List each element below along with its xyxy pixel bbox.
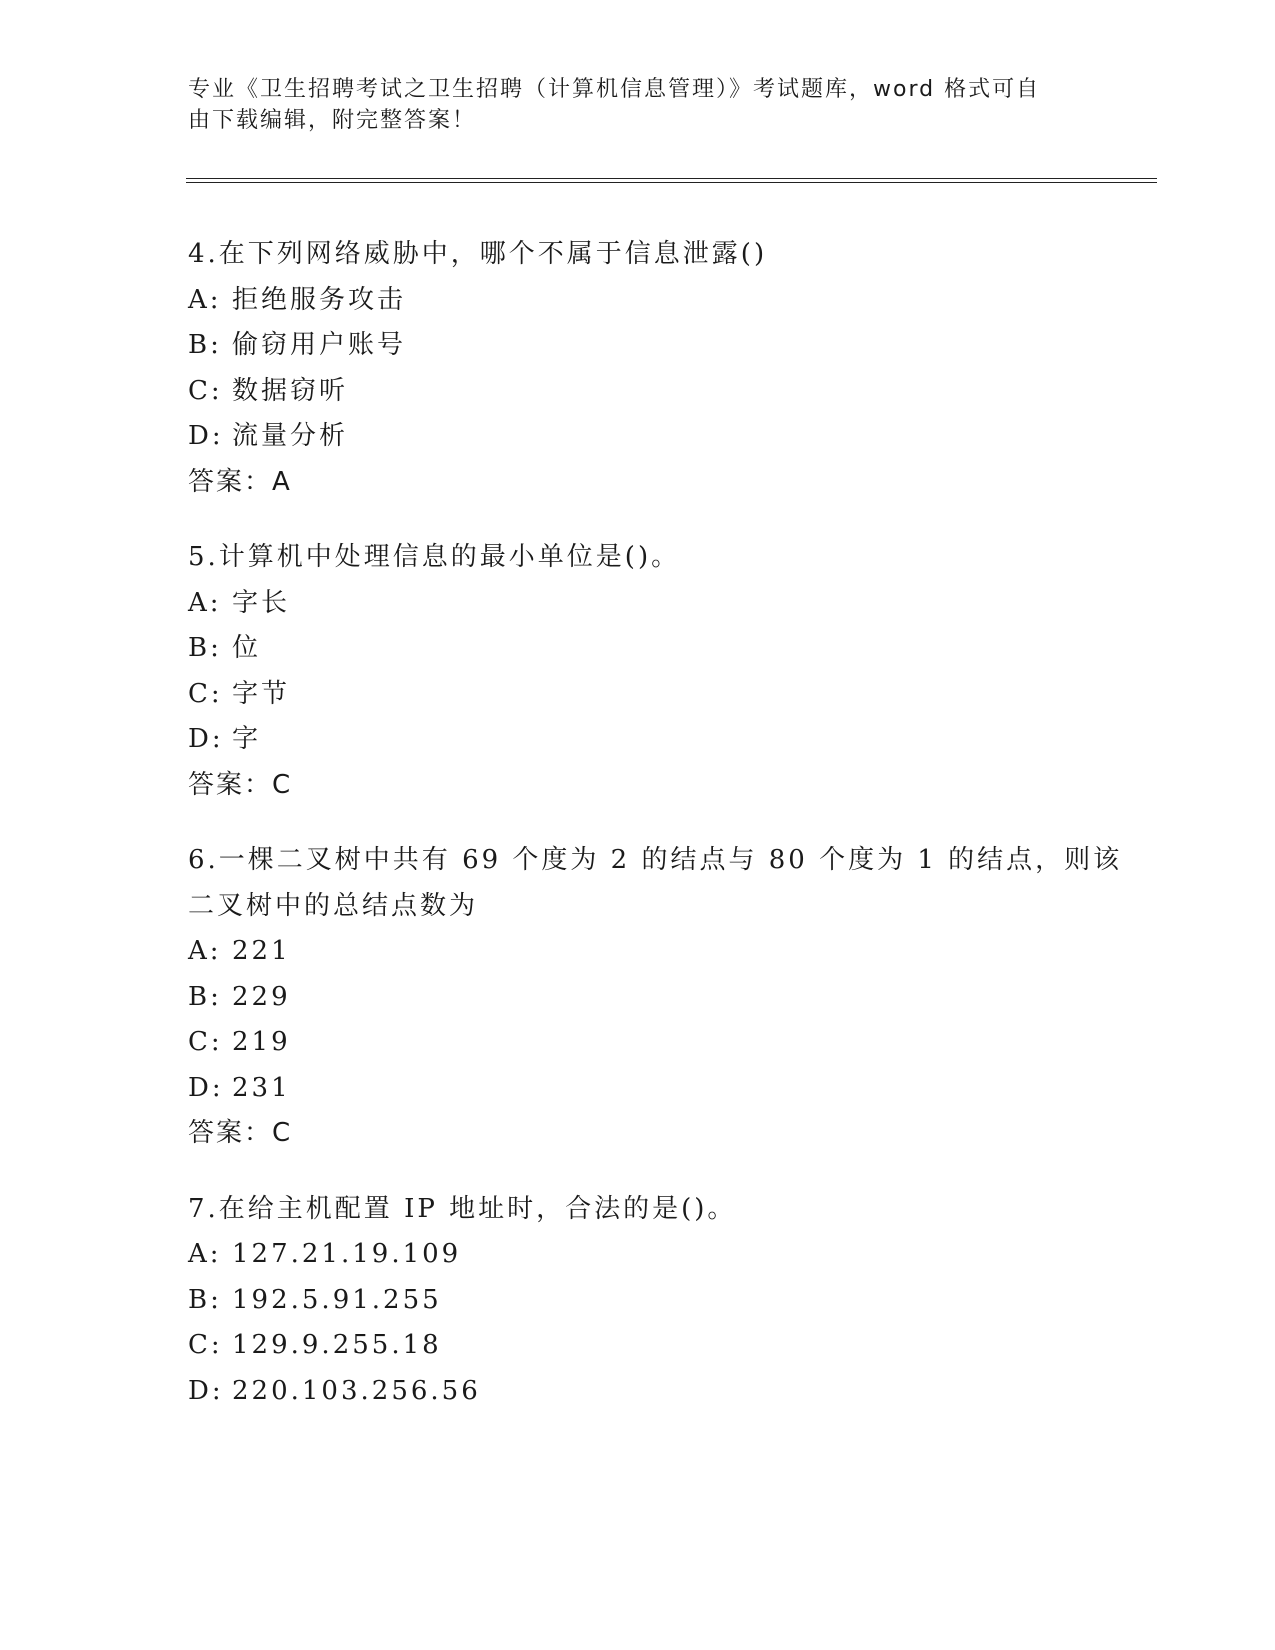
question-stem: 4.在下列网络威胁中，哪个不属于信息泄露() — [188, 239, 768, 269]
option-key: A: — [188, 936, 222, 966]
option-key: C: — [188, 678, 223, 709]
option-key: A: — [188, 1239, 222, 1269]
option-key: D: — [188, 421, 224, 451]
question-5 — [188, 535, 1088, 808]
option-text: 流量分析 — [232, 421, 349, 451]
option-text: 字长 — [232, 587, 291, 618]
header-line-1: 专业《卫生招聘考试之卫生招聘（计算机信息管理）》考试题库，word 格式可自 — [188, 77, 1041, 102]
option-key: C: — [188, 1330, 223, 1360]
option-text: 219 — [232, 1027, 291, 1057]
answer-line: 答案：C — [188, 769, 293, 800]
answer-line: 答案：C — [188, 1118, 293, 1148]
option-text: 数据窃听 — [232, 375, 349, 406]
option-key: B: — [188, 330, 222, 360]
option-text: 偷窃用户账号 — [232, 330, 407, 360]
header-double-rule — [186, 178, 1157, 183]
option-d — [188, 1066, 1088, 1112]
option-a — [188, 929, 1088, 975]
option-text: 220.103.256.56 — [232, 1375, 481, 1406]
option-b — [188, 1278, 1088, 1324]
option-c — [188, 1020, 1088, 1066]
option-d — [188, 1369, 1088, 1415]
option-key: D: — [188, 724, 224, 754]
option-a — [188, 278, 1088, 324]
question-stem: 6.一棵二叉树中共有 69 个度为 2 的结点与 80 个度为 1 的结点，则该 — [188, 845, 1123, 875]
option-a — [188, 1232, 1088, 1278]
header-line-2: 由下载编辑，附完整答案！ — [188, 108, 477, 133]
option-b — [188, 975, 1088, 1021]
document-header — [188, 74, 1088, 136]
option-text: 位 — [232, 633, 262, 663]
question-stem: 7.在给主机配置 IP 地址时，合法的是()。 — [188, 1193, 737, 1224]
option-c — [188, 1323, 1088, 1369]
option-a — [188, 581, 1088, 627]
option-key: D: — [188, 1375, 224, 1406]
option-key: B: — [188, 981, 222, 1012]
option-key: B: — [188, 633, 222, 663]
option-text: 129.9.255.18 — [232, 1330, 442, 1360]
option-text: 231 — [232, 1072, 291, 1103]
option-b — [188, 323, 1088, 369]
option-text: 字节 — [232, 678, 291, 709]
question-stem-continued: 二叉树中的总结点数为 — [188, 890, 479, 921]
option-key: C: — [188, 1027, 223, 1057]
option-text: 拒绝服务攻击 — [232, 284, 407, 315]
option-key: C: — [188, 375, 223, 406]
option-key: A: — [188, 587, 222, 618]
option-c — [188, 672, 1088, 718]
option-d — [188, 414, 1088, 460]
option-text: 192.5.91.255 — [232, 1284, 442, 1315]
question-6 — [188, 838, 1123, 1157]
option-c — [188, 369, 1088, 415]
option-text: 字 — [232, 724, 262, 754]
option-key: B: — [188, 1284, 222, 1315]
question-stem: 5.计算机中处理信息的最小单位是()。 — [188, 542, 681, 572]
option-key: D: — [188, 1072, 224, 1103]
option-text: 229 — [232, 981, 291, 1012]
option-b — [188, 626, 1088, 672]
answer-line: 答案：A — [188, 466, 292, 497]
question-list — [188, 232, 1123, 1444]
option-d — [188, 717, 1088, 763]
question-4 — [188, 232, 1088, 505]
option-text: 127.21.19.109 — [232, 1239, 462, 1269]
question-7 — [188, 1187, 1088, 1415]
option-key: A: — [188, 284, 222, 315]
option-text: 221 — [232, 936, 291, 966]
